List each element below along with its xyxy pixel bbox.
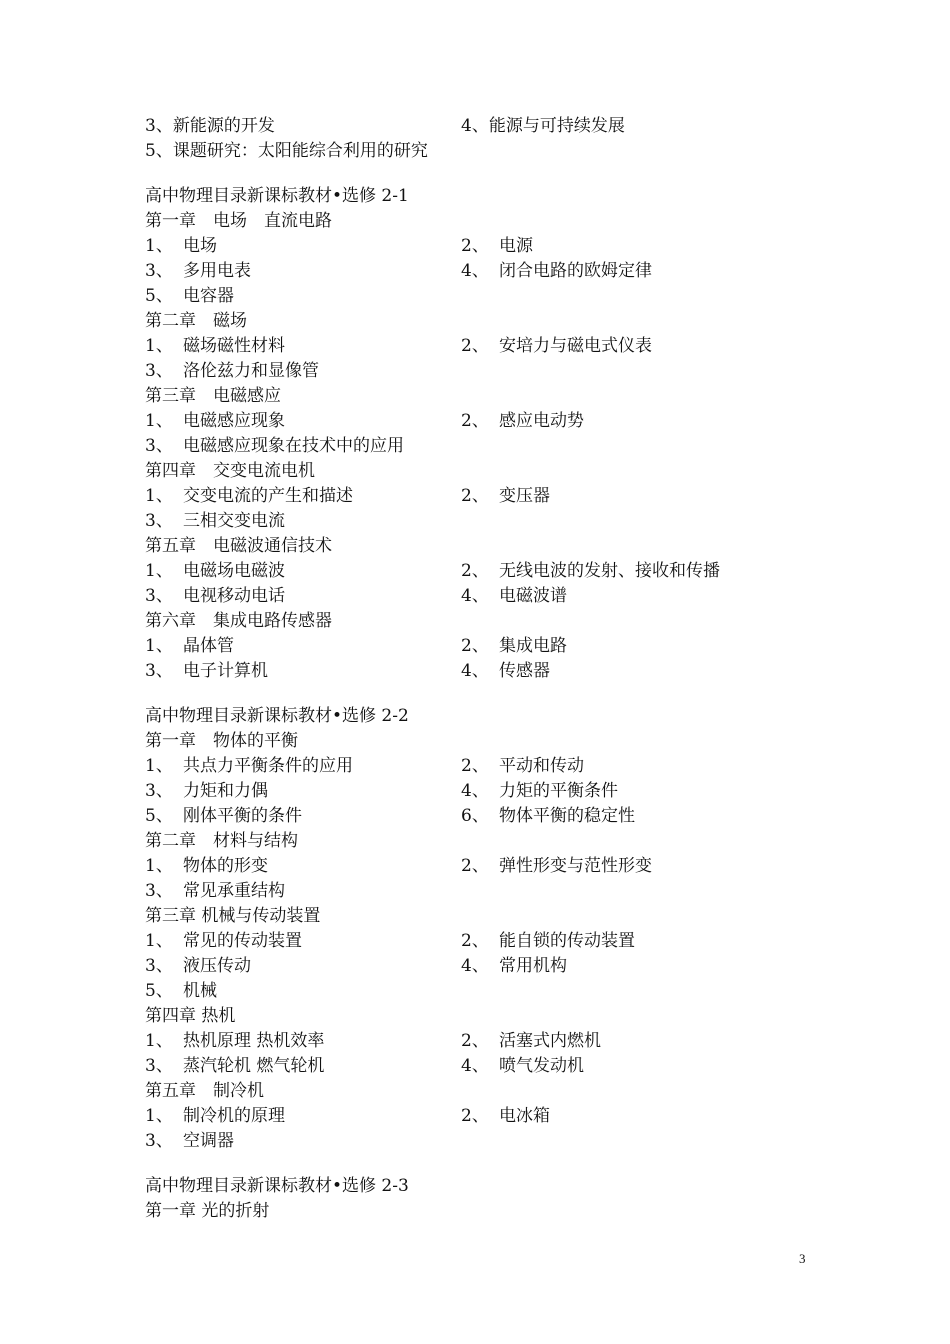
item-title: 力矩的平衡条件 — [499, 781, 618, 801]
item-title: 电冰箱 — [499, 1106, 550, 1126]
item-title: 晶体管 — [183, 636, 234, 656]
toc-entry — [145, 779, 268, 804]
toc-entry — [145, 979, 217, 1004]
item-number: 3、 — [145, 261, 173, 281]
toc-row — [145, 979, 845, 1004]
toc-entry — [461, 259, 652, 284]
toc-entry — [461, 804, 635, 829]
toc-entry — [145, 1054, 324, 1079]
section-title: 高中物理目录新课标教材•选修 2-1 — [145, 186, 409, 206]
item-title: 弹性形变与范性形变 — [499, 856, 652, 876]
toc-row — [145, 1029, 845, 1054]
toc-entry — [461, 854, 652, 879]
item-title: 常见承重结构 — [183, 881, 285, 901]
item-number: 2、 — [461, 756, 489, 776]
toc-entry — [145, 1129, 234, 1154]
item-number: 5、 — [145, 981, 173, 1001]
toc-row — [145, 659, 845, 684]
toc-row — [145, 634, 845, 659]
toc-entry: 5、课题研究：太阳能综合利用的研究 — [145, 141, 428, 161]
item-title: 热机原理 热机效率 — [183, 1031, 325, 1051]
toc-entry — [145, 804, 302, 829]
toc-entry — [145, 929, 302, 954]
toc-entry — [145, 484, 353, 509]
item-number: 3、 — [145, 1056, 173, 1076]
toc-entry: 4、能源与可持续发展 — [461, 116, 625, 136]
chapter-heading: 第一章 物体的平衡 — [145, 731, 298, 751]
item-number: 3、 — [145, 661, 173, 681]
toc-row — [145, 509, 845, 534]
toc-entry — [461, 929, 635, 954]
toc-entry — [145, 1029, 324, 1054]
item-title: 液压传动 — [183, 956, 251, 976]
item-title: 物体平衡的稳定性 — [499, 806, 635, 826]
item-number: 2、 — [461, 1031, 489, 1051]
toc-row — [145, 1129, 845, 1154]
item-title: 能自锁的传动装置 — [499, 931, 635, 951]
item-title: 制冷机的原理 — [183, 1106, 285, 1126]
toc-row — [145, 954, 845, 979]
item-number: 3、 — [145, 361, 173, 381]
toc-row — [145, 359, 845, 384]
item-title: 感应电动势 — [499, 411, 584, 431]
chapter-heading: 第三章 电磁感应 — [145, 386, 281, 406]
toc-entry — [145, 854, 268, 879]
page-number: 3 — [799, 1251, 806, 1266]
toc-entry — [461, 779, 618, 804]
toc-entry — [145, 659, 268, 684]
toc-entry — [145, 334, 285, 359]
item-number: 2、 — [461, 561, 489, 581]
item-title: 常见的传动装置 — [183, 931, 302, 951]
toc-row — [145, 1104, 845, 1129]
item-title: 电源 — [499, 236, 533, 256]
item-number: 3、 — [145, 956, 173, 976]
item-number: 1、 — [145, 756, 173, 776]
item-title: 电视移动电话 — [183, 586, 285, 606]
item-title: 电子计算机 — [183, 661, 268, 681]
toc-row — [145, 559, 845, 584]
item-number: 3、 — [145, 586, 173, 606]
item-number: 5、 — [145, 286, 173, 306]
toc-row — [145, 929, 845, 954]
item-title: 变压器 — [499, 486, 550, 506]
toc-entry — [145, 509, 285, 534]
item-number: 2、 — [461, 236, 489, 256]
chapter-heading: 第四章 热机 — [145, 1006, 236, 1026]
item-number: 1、 — [145, 236, 173, 256]
toc-entry — [145, 234, 217, 259]
toc-entry — [461, 484, 550, 509]
item-number: 4、 — [461, 261, 489, 281]
item-title: 喷气发动机 — [499, 1056, 584, 1076]
toc-entry — [145, 879, 285, 904]
toc-entry — [145, 259, 251, 284]
toc-entry — [145, 634, 234, 659]
item-number: 1、 — [145, 1106, 173, 1126]
item-number: 1、 — [145, 1031, 173, 1051]
toc-row — [145, 334, 845, 359]
item-title: 刚体平衡的条件 — [183, 806, 302, 826]
toc-row — [145, 284, 845, 309]
toc-entry — [145, 409, 285, 434]
sections-container — [145, 164, 845, 1224]
item-number: 2、 — [461, 856, 489, 876]
toc-row — [145, 879, 845, 904]
chapter-heading: 第三章 机械与传动装置 — [145, 906, 321, 926]
item-title: 安培力与磁电式仪表 — [499, 336, 652, 356]
section-spacer — [145, 684, 845, 704]
toc-row — [145, 854, 845, 879]
item-number: 4、 — [461, 661, 489, 681]
toc-entry — [461, 634, 567, 659]
item-number: 2、 — [461, 411, 489, 431]
section-spacer — [145, 1154, 845, 1174]
item-number: 1、 — [145, 931, 173, 951]
toc-entry: 3、新能源的开发 — [145, 116, 275, 136]
toc-row — [145, 779, 845, 804]
item-title: 电磁场电磁波 — [183, 561, 285, 581]
item-number: 2、 — [461, 1106, 489, 1126]
item-number: 4、 — [461, 781, 489, 801]
item-title: 物体的形变 — [183, 856, 268, 876]
item-number: 3、 — [145, 436, 173, 456]
toc-entry — [145, 284, 234, 309]
item-number: 5、 — [145, 806, 173, 826]
item-number: 3、 — [145, 881, 173, 901]
item-number: 2、 — [461, 636, 489, 656]
item-title: 共点力平衡条件的应用 — [183, 756, 353, 776]
section-title: 高中物理目录新课标教材•选修 2-2 — [145, 706, 409, 726]
toc-row — [145, 139, 845, 164]
chapter-heading: 第二章 材料与结构 — [145, 831, 298, 851]
item-title: 活塞式内燃机 — [499, 1031, 601, 1051]
toc-row — [145, 1054, 845, 1079]
toc-entry — [461, 409, 584, 434]
item-number: 1、 — [145, 486, 173, 506]
toc-row — [145, 114, 845, 139]
toc-entry — [461, 954, 567, 979]
item-number: 1、 — [145, 336, 173, 356]
item-title: 电磁感应现象在技术中的应用 — [183, 436, 404, 456]
toc-entry — [145, 359, 319, 384]
toc-entry — [461, 1029, 601, 1054]
toc-entry — [461, 234, 533, 259]
toc-entry — [461, 1054, 584, 1079]
item-title: 蒸汽轮机 燃气轮机 — [183, 1056, 325, 1076]
chapter-heading: 第四章 交变电流电机 — [145, 461, 315, 481]
item-number: 6、 — [461, 806, 489, 826]
item-title: 机械 — [183, 981, 217, 1001]
item-title: 磁场磁性材料 — [183, 336, 285, 356]
toc-entry — [461, 754, 584, 779]
chapter-heading: 第六章 集成电路传感器 — [145, 611, 332, 631]
item-number: 1、 — [145, 636, 173, 656]
toc-entry — [145, 954, 251, 979]
item-number: 1、 — [145, 856, 173, 876]
item-number: 1、 — [145, 411, 173, 431]
item-number: 2、 — [461, 931, 489, 951]
toc-entry — [145, 584, 285, 609]
toc-entry — [461, 584, 567, 609]
chapter-heading: 第二章 磁场 — [145, 311, 247, 331]
item-number: 4、 — [461, 586, 489, 606]
chapter-heading: 第一章 光的折射 — [145, 1201, 270, 1221]
toc-entry — [145, 754, 353, 779]
item-title: 洛伦兹力和显像管 — [183, 361, 319, 381]
toc-row — [145, 259, 845, 284]
toc-entry — [145, 1104, 285, 1129]
toc-entry — [145, 434, 404, 459]
item-title: 无线电波的发射、接收和传播 — [499, 561, 720, 581]
item-title: 电磁感应现象 — [183, 411, 285, 431]
item-title: 平动和传动 — [499, 756, 584, 776]
item-number: 3、 — [145, 781, 173, 801]
item-title: 常用机构 — [499, 956, 567, 976]
toc-row — [145, 804, 845, 829]
item-title: 空调器 — [183, 1131, 234, 1151]
section-spacer — [145, 164, 845, 184]
toc-row — [145, 584, 845, 609]
toc-entry — [461, 659, 550, 684]
toc-row — [145, 434, 845, 459]
item-number: 4、 — [461, 956, 489, 976]
item-number: 4、 — [461, 1056, 489, 1076]
chapter-heading: 第五章 制冷机 — [145, 1081, 264, 1101]
item-title: 三相交变电流 — [183, 511, 285, 531]
chapter-heading: 第一章 电场 直流电路 — [145, 211, 332, 231]
toc-row — [145, 234, 845, 259]
item-title: 交变电流的产生和描述 — [183, 486, 353, 506]
item-number: 2、 — [461, 336, 489, 356]
toc-entry — [461, 334, 652, 359]
toc-row — [145, 484, 845, 509]
item-number: 3、 — [145, 511, 173, 531]
item-title: 多用电表 — [183, 261, 251, 281]
item-title: 电磁波谱 — [499, 586, 567, 606]
toc-row — [145, 409, 845, 434]
item-title: 电场 — [183, 236, 217, 256]
toc-entry — [461, 1104, 550, 1129]
item-number: 3、 — [145, 1131, 173, 1151]
item-title: 传感器 — [499, 661, 550, 681]
toc-entry — [145, 559, 285, 584]
section-title: 高中物理目录新课标教材•选修 2-3 — [145, 1176, 409, 1196]
toc-row — [145, 754, 845, 779]
item-number: 2、 — [461, 486, 489, 506]
item-title: 电容器 — [183, 286, 234, 306]
item-title: 力矩和力偶 — [183, 781, 268, 801]
item-number: 1、 — [145, 561, 173, 581]
item-title: 集成电路 — [499, 636, 567, 656]
chapter-heading: 第五章 电磁波通信技术 — [145, 536, 332, 556]
item-title: 闭合电路的欧姆定律 — [499, 261, 652, 281]
table-of-contents — [145, 114, 845, 1224]
toc-entry — [461, 559, 720, 584]
